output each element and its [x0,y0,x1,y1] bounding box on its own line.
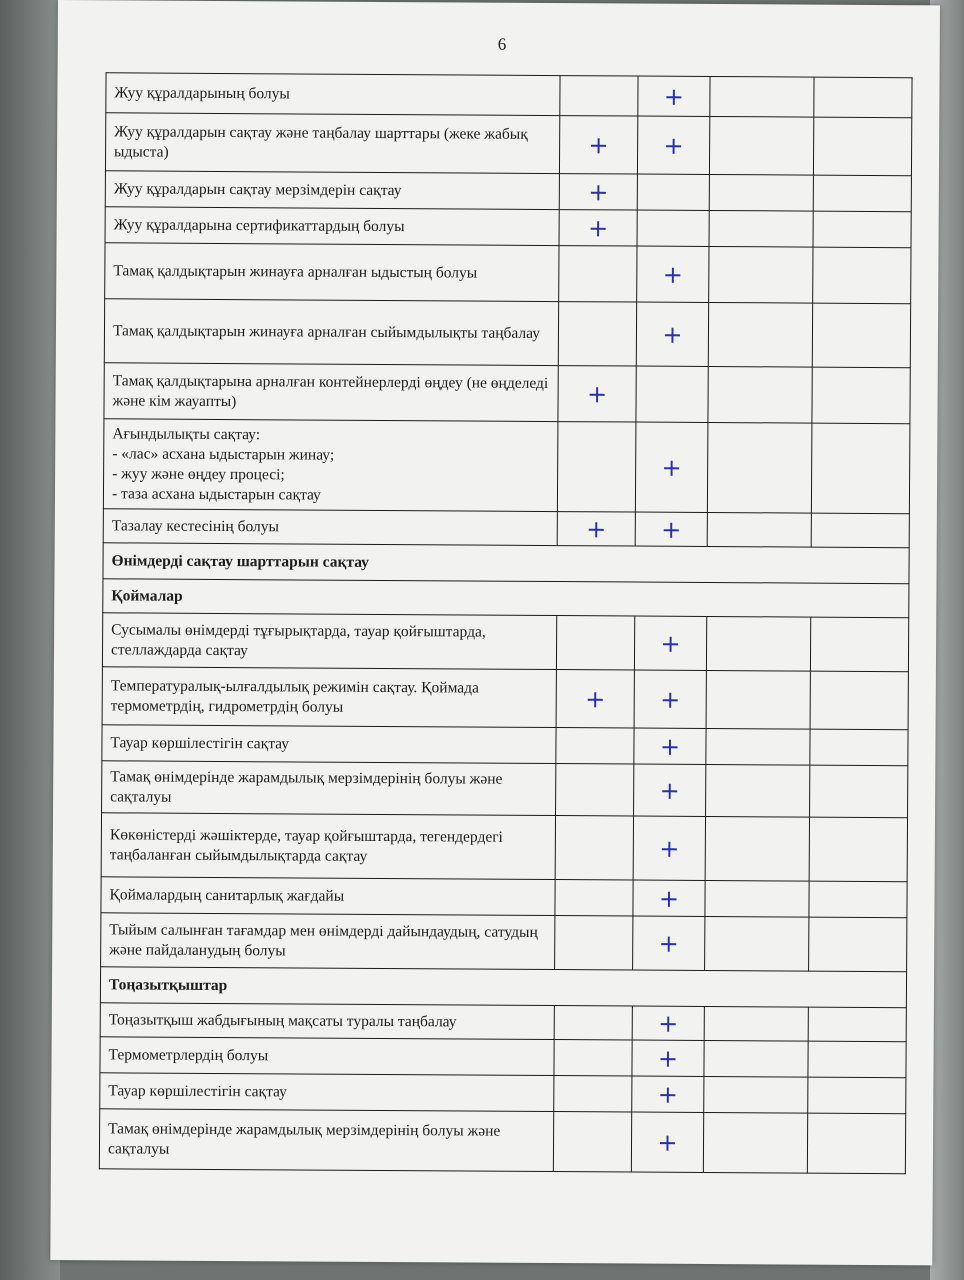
empty-mark-cell [554,1040,632,1076]
table-row [100,1073,906,1114]
empty-mark-cell [554,1006,632,1040]
empty-mark-cell [706,728,810,765]
empty-mark-cell [809,881,907,918]
table-row [102,613,908,672]
table-row [105,243,911,304]
checklist-table-body [99,73,912,1174]
criterion-text: Тамақ қалдықтарына арналған контейнерлерді өңдеу (не өңделеді және кім жауапты) [104,363,558,422]
empty-mark-cell [812,367,910,424]
check-mark-cell: + [634,616,706,670]
empty-mark-cell [557,422,636,512]
check-mark-cell: + [634,728,706,764]
empty-mark-cell [708,366,812,423]
empty-mark-cell [813,247,911,304]
empty-mark-cell [709,246,813,303]
table-row [103,509,909,548]
empty-mark-cell [556,616,634,670]
check-mark-cell: + [635,512,707,546]
table-row [100,1003,906,1042]
check-mark-cell: + [559,174,637,210]
section-title: Қоймалар [103,579,909,618]
criterion-text: Тамақ қалдықтарын жинауға арналған ыдыстың болуы [105,243,559,302]
check-mark-cell: + [556,670,634,728]
empty-mark-cell [810,765,908,818]
empty-mark-cell [709,174,813,211]
empty-mark-cell [558,302,636,366]
empty-mark-cell [707,512,811,547]
empty-mark-cell [808,1007,906,1042]
empty-mark-cell [811,423,910,514]
empty-mark-cell [553,1112,631,1172]
criterion-text: Термометрлердің болуы [100,1037,554,1076]
empty-mark-cell [709,116,813,175]
empty-mark-cell [810,617,908,672]
criterion-text: Қоймалардың санитарлық жағдайы [101,877,555,916]
criterion-text: Тыйым салынған тағамдар мен өнімдерді дайындаудың, сатудың және пайдаланудың болуы [101,913,555,970]
empty-mark-cell [808,1077,906,1114]
checklist-table [99,72,913,1174]
empty-mark-cell [555,880,633,916]
empty-mark-cell [807,1113,905,1174]
section-header-row [103,543,909,584]
empty-mark-cell [704,1040,808,1077]
table-row [102,761,908,818]
table-row [105,207,911,248]
criterion-text: Жуу құралдарын сақтау мерзімдерін сақтау [105,171,559,210]
empty-mark-cell [708,302,812,367]
criterion-text: Температуралық-ылғалдылық режимін сақтау. Қоймада термометрдің, гидрометрдің болуы [102,667,556,728]
table-row [101,877,907,918]
empty-mark-cell [703,1112,807,1173]
empty-mark-cell [706,616,810,671]
empty-mark-cell [705,916,809,971]
section-header-row [103,579,909,618]
document-page [50,0,940,1265]
check-mark-cell: + [632,1040,704,1076]
criterion-text: Ағындылықты сақтау: - «лас» асхана ыдыстарын жинау; - жуу және өңдеу процесі; - таза асхана ыдыстарын сақтау [103,419,558,512]
empty-mark-cell [559,246,637,302]
check-mark-cell: + [632,1076,704,1112]
criterion-text: Жуу құралдарына сертификаттардың болуы [105,207,559,246]
check-mark-cell: + [635,422,708,512]
table-row [105,113,911,176]
empty-mark-cell [710,76,814,117]
section-header-row [100,967,906,1008]
empty-mark-cell [555,816,633,880]
criterion-text: Тамақ өнімдерінде жарамдылық мерзімдерінің болуы және сақталуы [102,761,556,816]
section-title: Өнімдерді сақтау шарттарын сақтау [103,543,909,584]
empty-mark-cell [637,174,709,210]
check-mark-cell: + [638,76,710,116]
check-mark-cell: + [637,116,709,174]
criterion-text: Тамақ қалдықтарын жинауға арналған сыйымдылықты таңбалау [104,299,558,366]
criterion-text: Жуу құралдарының болуы [106,73,560,116]
criterion-text: Тамақ өнімдерінде жарамдылық мерзімдерінің болуы және сақталуы [99,1109,553,1172]
table-row [100,1037,906,1078]
table-row [104,299,910,368]
check-mark-cell: + [631,1112,703,1172]
empty-mark-cell [704,1076,808,1113]
empty-mark-cell [636,366,708,422]
check-mark-cell: + [558,366,636,422]
check-mark-cell: + [637,246,709,302]
empty-mark-cell [814,77,912,118]
empty-mark-cell [705,880,809,917]
check-mark-cell: + [634,764,706,816]
table-row [103,419,910,514]
empty-mark-cell [813,117,911,176]
empty-mark-cell [560,76,638,116]
check-mark-cell: + [633,916,705,970]
empty-mark-cell [812,303,910,368]
check-mark-cell: + [559,116,637,174]
criterion-text: Сусымалы өнімдерді тұғырықтарда, тауар қойғыштарда, стеллаждарда сақтау [102,613,556,670]
empty-mark-cell [709,210,813,247]
empty-mark-cell [810,729,908,766]
table-row [102,725,908,766]
check-mark-cell: + [632,1006,704,1040]
table-row [101,813,907,882]
section-title: Тоңазытқыштар [100,967,906,1008]
check-mark-cell: + [636,302,708,366]
table-row [102,667,908,730]
empty-mark-cell [809,817,907,882]
empty-mark-cell [808,1041,906,1078]
check-mark-cell: + [557,512,635,546]
criterion-text: Тазалау кестесінің болуы [103,509,557,546]
empty-mark-cell [811,513,909,548]
empty-mark-cell [810,671,908,730]
empty-mark-cell [555,916,633,970]
table-row [105,171,911,212]
empty-mark-cell [707,422,812,513]
empty-mark-cell [813,211,911,248]
check-mark-cell: + [634,670,706,728]
empty-mark-cell [809,917,907,972]
criterion-text: Көкөністерді жәшіктерде, тауар қойғыштарда, тегендердегі таңбаланған сыйымдылықтарда сақтау [101,813,555,880]
table-row [101,913,907,972]
page-number: 6 [497,34,507,54]
empty-mark-cell [706,764,810,817]
table-row [99,1109,905,1174]
empty-mark-cell [554,1076,632,1112]
empty-mark-cell [637,210,709,246]
check-mark-cell: + [559,210,637,246]
criterion-text: Тауар көршілестігін сақтау [100,1073,554,1112]
empty-mark-cell [706,670,810,729]
table-row [106,73,912,118]
empty-mark-cell [556,764,634,816]
empty-mark-cell [813,175,911,212]
criterion-text: Тауар көршілестігін сақтау [102,725,556,764]
criterion-text: Жуу құралдарын сақтау және таңбалау шарттары (жеке жабық ыдыста) [105,113,559,174]
empty-mark-cell [705,816,809,881]
empty-mark-cell [704,1006,808,1041]
empty-mark-cell [556,728,634,764]
criterion-text: Тоңазытқыш жабдығының мақсаты туралы таңбалау [100,1003,554,1040]
check-mark-cell: + [633,816,705,880]
check-mark-cell: + [633,880,705,916]
table-row [104,363,910,424]
